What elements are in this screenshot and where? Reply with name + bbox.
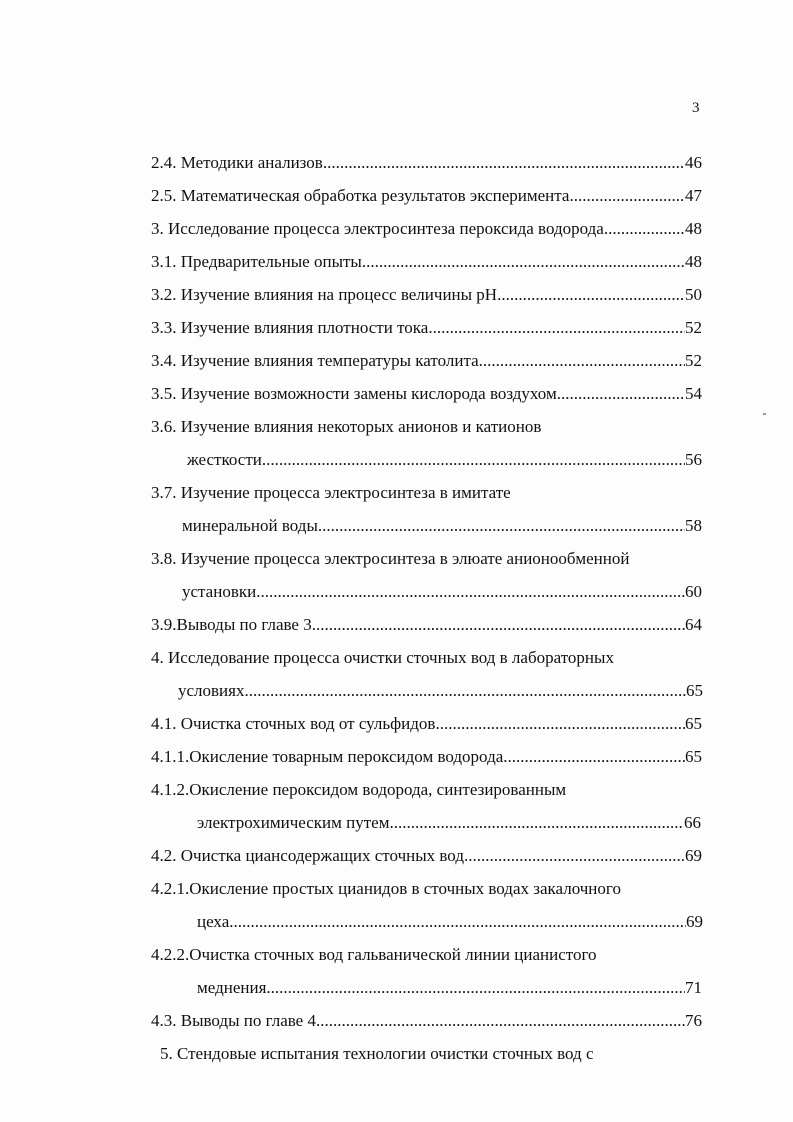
- toc-entry: установки ..... 60: [182, 575, 702, 608]
- toc-entry: 4.1.1.Окисление товарным пероксидом водорода ..... 65: [151, 740, 702, 773]
- toc-entry-heading: 3.6. Изучение влияния некоторых анионов и катионов: [151, 417, 542, 436]
- toc-entry: 4.3. Выводы по главе 4 ..... 76: [151, 1004, 702, 1037]
- toc-entry: 3.1. Предварительные опыты ..... 48: [151, 245, 702, 278]
- toc-entry: меднения ..... 71: [197, 971, 702, 1004]
- toc-entry: минеральной воды ..... 58: [182, 509, 702, 542]
- toc-entry-heading: 4. Исследование процесса очистки сточных вод в лабораторных: [151, 648, 614, 667]
- toc-entry: 3.9.Выводы по главе 3 ..... 64: [151, 608, 702, 641]
- toc-entry: электрохимическим путем ..... 66: [197, 806, 701, 839]
- toc-entry: 3.2. Изучение влияния на процесс величины рН ..... 50: [151, 278, 702, 311]
- toc-entry: 3. Исследование процесса электросинтеза пероксида водорода ..... 48: [151, 212, 702, 245]
- toc-entry: условиях ..... 65: [178, 674, 703, 707]
- scan-speck: [763, 413, 766, 415]
- toc-entry: жесткости ..... 56: [187, 443, 702, 476]
- toc-entry: 3.4. Изучение влияния температуры католита ..... 52: [151, 344, 702, 377]
- toc-entry-heading: 5. Стендовые испытания технологии очистки сточных вод с: [160, 1044, 594, 1063]
- toc-entry-heading: 4.2.2.Очистка сточных вод гальванической линии цианистого: [151, 945, 597, 964]
- page-number: 3: [692, 100, 700, 116]
- toc-entry: 3.5. Изучение возможности замены кислорода воздухом ..... 54: [151, 377, 702, 410]
- toc-entry: цеха ..... 69: [197, 905, 703, 938]
- toc-entry: 4.2. Очистка циансодержащих сточных вод ..... 69: [151, 839, 702, 872]
- toc-entry-heading: 4.2.1.Окисление простых цианидов в сточных водах закалочного: [151, 879, 621, 898]
- toc-entry: 2.5. Математическая обработка результатов эксперимента ..... 47: [151, 179, 702, 212]
- toc-entry: 4.1. Очистка сточных вод от сульфидов ..... 65: [151, 707, 702, 740]
- toc-entry-heading: 3.8. Изучение процесса электросинтеза в элюате анионообменной: [151, 549, 630, 568]
- toc-entry-heading: 4.1.2.Окисление пероксидом водорода, синтезированным: [151, 780, 567, 799]
- toc-entry: 3.3. Изучение влияния плотности тока ..... 52: [151, 311, 702, 344]
- toc-entry-heading: 3.7. Изучение процесса электросинтеза в имитате: [151, 483, 511, 502]
- toc-entry: 2.4. Методики анализов ..... 46: [151, 146, 702, 179]
